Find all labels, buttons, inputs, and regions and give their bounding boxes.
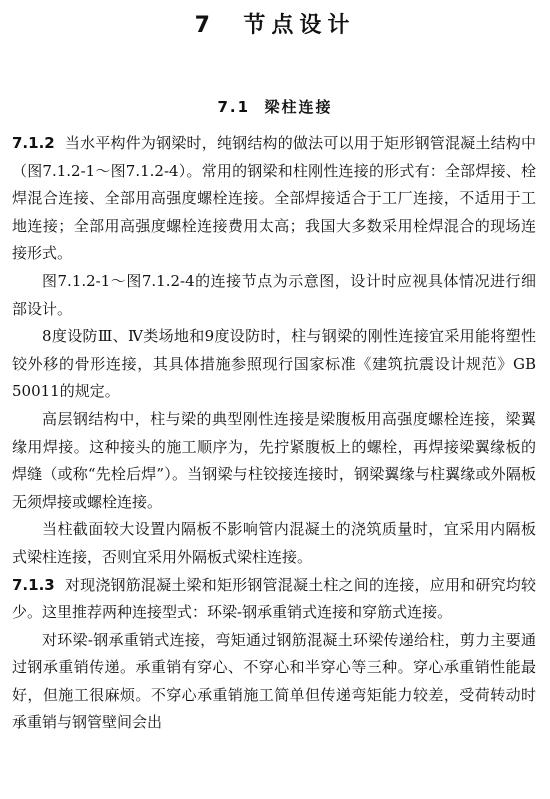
section-number: 7.1 [217,98,251,116]
chapter-name: 节点设计 [243,13,356,38]
chapter-number: 7 [194,13,216,38]
paragraph-7-1-2 [12,130,536,268]
paragraph-7-1-3 [12,572,536,627]
clause-number: 7.1.2 [12,134,55,152]
clause-number: 7.1.3 [12,575,55,594]
paragraph-text: 当水平构件为钢梁时，纯钢结构的做法可以用于矩形钢管混凝土结构中（图7.1.2-1～图7.1.2-4）。常用的钢梁和柱刚性连接的形式有：全部焊接、栓焊混合连接、全部用高强度螺栓连接。全部焊接适合于工厂连接，不适用于工地连接；全部用高强度螺栓连接费用太高；我国大多数采用栓焊混合的现场连接形式。 [12,134,536,263]
paragraph: 高层钢结构中，柱与梁的典型刚性连接是梁腹板用高强度螺栓连接，梁翼缘用焊接。这种接头的施工顺序为，先拧紧腹板上的螺栓，再焊接梁翼缘板的焊缝（或称“先栓后焊”）。当钢梁与柱铰接连接时，钢梁翼缘与柱翼缘或外隔板无须焊接或螺栓连接。 [12,409,536,511]
paragraph-text: 对现浇钢筋混凝土梁和矩形钢管混凝土柱之间的连接，应用和研究均较少。这里推荐两种连接型式：环梁-钢承重销式连接和穿筋式连接。 [12,575,536,622]
paragraph: 图7.1.2-1～图7.1.2-4的连接节点为示意图，设计时应视具体情况进行细部设计。 [12,271,536,318]
section-name: 梁柱连接 [264,98,333,116]
paragraph: 对环梁-钢承重销式连接，弯矩通过钢筋混凝土环梁传递给柱，剪力主要通过钢承重销传递。承重销有穿心、不穿心和半穿心等三种。穿心承重销性能最好，但施工很麻烦。不穿心承重销施工简单但传递弯矩能力较差，受荷转动时承重销与钢管壁间会出 [12,630,536,732]
chapter-title [0,8,550,39]
document-body [12,130,536,737]
section-title [0,96,550,117]
paragraph: 8度设防Ⅲ、Ⅳ类场地和9度设防时，柱与钢梁的刚性连接宜采用能将塑性铰外移的骨形连接，其具体措施参照现行国家标准《建筑抗震设计规范》GB 50011的规定。 [12,327,536,401]
paragraph: 当柱截面较大设置内隔板不影响管内混凝土的浇筑质量时，宜采用内隔板式梁柱连接，否则宜采用外隔板式梁柱连接。 [12,520,536,566]
